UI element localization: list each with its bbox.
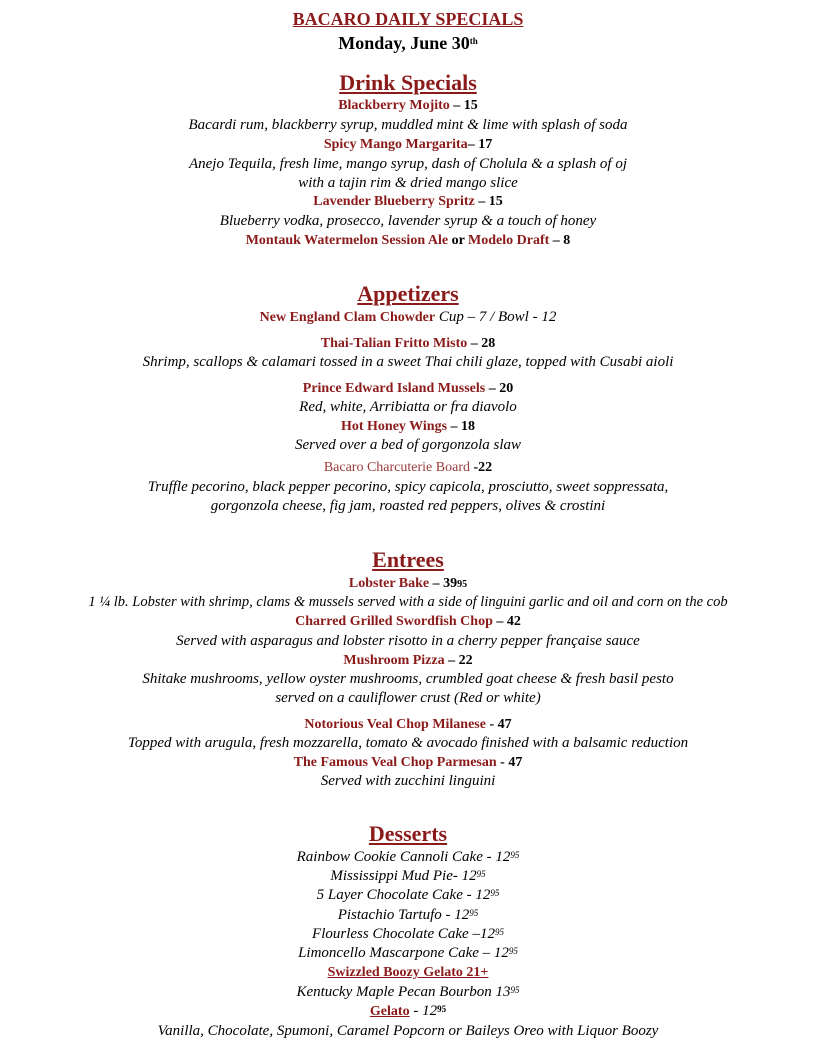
- item-price: – 15: [449, 98, 478, 113]
- dessert-text: 5 Layer Chocolate Cake - 12: [316, 887, 491, 903]
- dessert-bourbon: [0, 983, 816, 1002]
- dessert-item: [0, 886, 816, 905]
- dessert-text: Rainbow Cookie Cannoli Cake - 12: [296, 849, 511, 865]
- menu-title: BACARO DAILY SPECIALS: [292, 9, 524, 29]
- dessert-text: Pistachio Tartufo - 12: [337, 907, 470, 923]
- app-board: [0, 458, 816, 477]
- drink-spritz-desc: Blueberry vodka, prosecco, lavender syrup & a touch of honey: [219, 213, 597, 229]
- menu-date: [0, 32, 816, 54]
- item-price: – 17: [467, 137, 493, 152]
- item-price: - 47: [485, 717, 512, 732]
- item-name: Notorious Veal Chop Milanese: [304, 717, 486, 732]
- app-mussels: [0, 379, 816, 398]
- dessert-text: Kentucky Maple Pecan Bourbon 13: [296, 984, 511, 1000]
- item-price: – 39: [429, 576, 458, 591]
- date-suffix: th: [469, 36, 478, 46]
- desserts-heading: Desserts: [368, 821, 448, 846]
- boozy-gelato-heading: Swizzled Boozy Gelato 21+: [327, 965, 489, 980]
- drink-mojito: [0, 96, 816, 115]
- dessert-cents: 95: [494, 927, 504, 937]
- entree-pizza-desc-2: served on a cauliflower crust (Red or white): [275, 690, 541, 706]
- entree-pizza-desc-1: Shitake mushrooms, yellow oyster mushrooms, crumbled goat cheese & fresh basil pesto: [142, 671, 674, 687]
- app-chowder: [0, 308, 816, 327]
- item-price-cents: 95: [457, 579, 468, 590]
- dessert-item: [0, 944, 816, 963]
- drink-margarita-desc-2: with a tajin rim & dried mango slice: [298, 175, 518, 191]
- dessert-cents: 95: [508, 946, 518, 956]
- dessert-gelato: [0, 1002, 816, 1021]
- dessert-text: Mississippi Mud Pie- 12: [330, 868, 477, 884]
- dessert-gelato-desc: Vanilla, Chocolate, Spumoni, Caramel Popcorn or Baileys Oreo with Liquor Boozy: [157, 1023, 659, 1039]
- dessert-text: Flourless Chocolate Cake –12: [312, 926, 495, 942]
- item-price: – 15: [474, 194, 503, 209]
- entree-pizza: [0, 651, 816, 670]
- app-wings: [0, 417, 816, 436]
- item-name: Montauk Watermelon Session Ale: [245, 233, 449, 248]
- item-price: -22: [469, 460, 493, 475]
- drink-ale: [0, 231, 816, 250]
- item-name: Thai-Talian Fritto Misto: [320, 336, 468, 351]
- item-price: – 22: [444, 653, 473, 668]
- drink-specials-heading: Drink Specials: [339, 70, 477, 95]
- dessert-cents: 95: [469, 908, 479, 918]
- entree-lobster-desc: 1 ¼ lb. Lobster with shrimp, clams & mussels served with a side of linguini garlic and oil and corn on the cob: [88, 594, 728, 610]
- entree-swordfish-desc: Served with asparagus and lobster risotto in a cherry pepper française sauce: [176, 633, 640, 649]
- dessert-item: [0, 848, 816, 867]
- dessert-boozy-gelato: [0, 963, 816, 982]
- item-or: or: [448, 233, 469, 248]
- item-name: Lavender Blueberry Spritz: [313, 194, 475, 209]
- item-price: Cup – 7 / Bowl - 12: [435, 309, 557, 325]
- item-price: – 20: [485, 381, 514, 396]
- dessert-item: [0, 925, 816, 944]
- dessert-item: [0, 906, 816, 925]
- item-name: Prince Edward Island Mussels: [302, 381, 486, 396]
- entree-swordfish: [0, 612, 816, 631]
- dessert-cents: 95: [510, 985, 520, 995]
- dessert-cents: 95: [490, 888, 500, 898]
- app-misto: [0, 334, 816, 353]
- date-text: Monday, June 30: [338, 33, 470, 53]
- drink-margarita-desc-1: Anejo Tequila, fresh lime, mango syrup, dash of Cholula & a splash of oj: [188, 156, 628, 172]
- item-name: Mushroom Pizza: [343, 653, 445, 668]
- item-name: Spicy Mango Margarita: [323, 137, 468, 152]
- dessert-cents: 95: [510, 850, 520, 860]
- item-name: Gelato: [369, 1004, 410, 1019]
- item-price: – 28: [467, 336, 496, 351]
- appetizers-heading: Appetizers: [357, 281, 459, 306]
- entree-parmesan-desc: Served with zucchini linguini: [320, 773, 496, 789]
- entree-milanese: [0, 715, 816, 734]
- app-board-desc-1: Truffle pecorino, black pepper pecorino, spicy capicola, prosciutto, sweet soppressata,: [147, 479, 669, 495]
- drink-spritz: [0, 192, 816, 211]
- dessert-text: Limoncello Mascarpone Cake – 12: [298, 945, 509, 961]
- item-name-2: Modelo Draft: [468, 233, 550, 248]
- app-misto-desc: Shrimp, scallops & calamari tossed in a sweet Thai chili glaze, topped with Cusabi aioli: [142, 354, 674, 370]
- item-price: - 12: [409, 1003, 438, 1019]
- item-name: Charred Grilled Swordfish Chop: [295, 614, 493, 629]
- app-mussels-desc: Red, white, Arribiatta or fra diavolo: [299, 399, 517, 415]
- app-board-desc-2: gorgonzola cheese, fig jam, roasted red peppers, olives & crostini: [210, 498, 606, 514]
- item-name: Blackberry Mojito: [338, 98, 450, 113]
- entrees-heading: Entrees: [372, 547, 444, 572]
- item-price: - 47: [496, 755, 523, 770]
- entree-lobster: [0, 574, 816, 594]
- item-price: – 42: [492, 614, 521, 629]
- item-name: Hot Honey Wings: [340, 419, 448, 434]
- entree-milanese-desc: Topped with arugula, fresh mozzarella, tomato & avocado finished with a balsamic reduction: [127, 735, 689, 751]
- dessert-item: [0, 867, 816, 886]
- item-price-cents: 95: [437, 1004, 447, 1014]
- item-name: New England Clam Chowder: [259, 310, 436, 325]
- drink-mojito-desc: Bacardi rum, blackberry syrup, muddled mint & lime with splash of soda: [188, 117, 628, 133]
- drink-margarita: [0, 135, 816, 154]
- app-wings-desc: Served over a bed of gorgonzola slaw: [294, 437, 522, 453]
- dessert-cents: 95: [476, 869, 486, 879]
- item-name: The Famous Veal Chop Parmesan: [293, 755, 497, 770]
- entree-parmesan: [0, 753, 816, 772]
- item-price: – 18: [447, 419, 476, 434]
- item-name: Lobster Bake: [348, 576, 430, 591]
- item-price: – 8: [549, 233, 571, 248]
- item-name: Bacaro Charcuterie Board: [323, 460, 470, 475]
